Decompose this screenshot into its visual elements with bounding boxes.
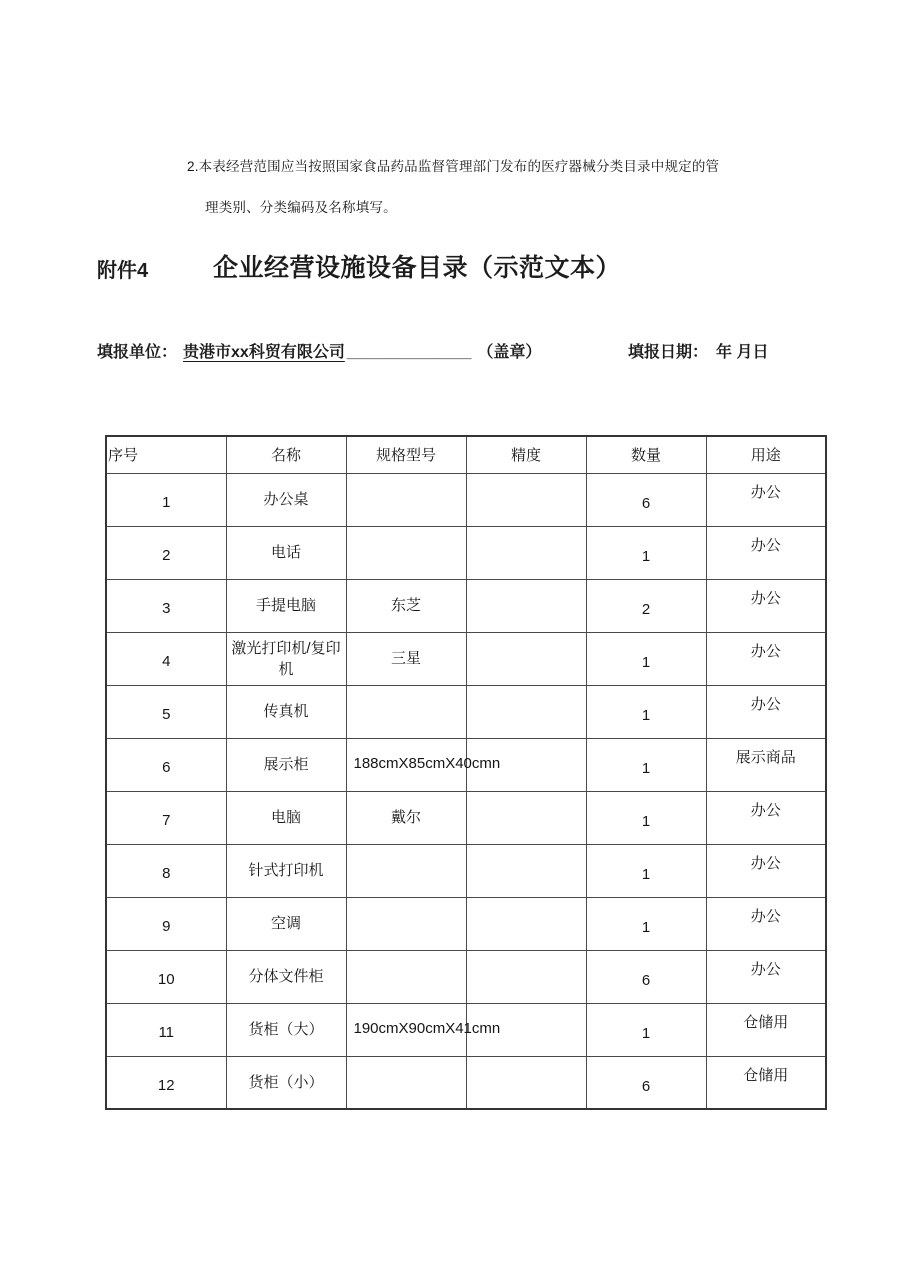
cell-serial bbox=[106, 526, 226, 579]
cell-spec bbox=[346, 738, 501, 791]
cell-text: 电脑 bbox=[270, 809, 301, 826]
cell-text: 展示商品 bbox=[735, 749, 796, 766]
cell-name bbox=[226, 950, 346, 1003]
cell-text: 办公 bbox=[750, 643, 781, 660]
cell-text: 办公桌 bbox=[263, 491, 309, 508]
cell-quantity bbox=[586, 473, 706, 526]
cell-name bbox=[226, 844, 346, 897]
cell-text: 2 bbox=[162, 547, 171, 564]
cell-usage bbox=[706, 1003, 826, 1056]
cell-text: 电话 bbox=[270, 544, 301, 561]
cell-usage bbox=[706, 738, 826, 791]
cell-precision bbox=[466, 791, 586, 844]
date-value: 年 月日 bbox=[716, 344, 769, 361]
cell-quantity bbox=[586, 1056, 706, 1109]
cell-serial bbox=[106, 685, 226, 738]
cell-serial bbox=[106, 1003, 226, 1056]
cell-precision bbox=[466, 897, 586, 950]
table-row bbox=[106, 844, 826, 897]
table-row bbox=[106, 1003, 826, 1056]
cell-text: 4 bbox=[162, 653, 171, 670]
cell-text: 1 bbox=[641, 548, 651, 565]
cell-usage bbox=[706, 1056, 826, 1109]
cell-name bbox=[226, 473, 346, 526]
cell-spec bbox=[346, 897, 466, 950]
date-label: 填报日期： bbox=[628, 344, 709, 361]
cell-text: 6 bbox=[641, 495, 651, 512]
cell-precision bbox=[466, 950, 586, 1003]
cell-quantity bbox=[586, 738, 706, 791]
cell-name bbox=[226, 1056, 346, 1109]
cell-spec bbox=[346, 950, 466, 1003]
seal-label: （盖章） bbox=[477, 344, 542, 361]
cell-usage bbox=[706, 473, 826, 526]
cell-quantity bbox=[586, 950, 706, 1003]
cell-serial bbox=[106, 473, 226, 526]
cell-name bbox=[226, 1003, 346, 1056]
table-row bbox=[106, 473, 826, 526]
cell-text: 三星 bbox=[390, 650, 421, 667]
cell-spec bbox=[346, 632, 466, 685]
header-row bbox=[106, 436, 826, 473]
cell-spec bbox=[346, 791, 466, 844]
reporting-unit-group bbox=[97, 339, 541, 362]
cell-name bbox=[226, 632, 346, 685]
cell-text: 190cmX90cmX41cmn bbox=[353, 1020, 501, 1037]
cell-name bbox=[226, 738, 346, 791]
report-date-group bbox=[628, 339, 768, 362]
cell-text: 传真机 bbox=[263, 703, 309, 720]
cell-precision bbox=[466, 632, 586, 685]
cell-spec bbox=[346, 1056, 466, 1109]
cell-spec bbox=[346, 473, 466, 526]
cell-quantity bbox=[586, 897, 706, 950]
cell-name bbox=[226, 791, 346, 844]
cell-text: 1 bbox=[162, 494, 171, 511]
table-body bbox=[106, 473, 826, 1109]
cell-quantity bbox=[586, 579, 706, 632]
cell-usage bbox=[706, 526, 826, 579]
cell-usage bbox=[706, 897, 826, 950]
cell-quantity bbox=[586, 1003, 706, 1056]
cell-serial bbox=[106, 844, 226, 897]
cell-serial bbox=[106, 897, 226, 950]
cell-serial bbox=[106, 1056, 226, 1109]
cell-text: 1 bbox=[641, 813, 651, 830]
table-row bbox=[106, 738, 826, 791]
cell-text: 办公 bbox=[750, 855, 781, 872]
column-header-serial: 序号 bbox=[106, 436, 226, 473]
attachment-label: 附件4 bbox=[97, 260, 149, 282]
cell-precision bbox=[466, 1056, 586, 1109]
cell-serial bbox=[106, 950, 226, 1003]
cell-text: 1 bbox=[641, 919, 651, 936]
table-row bbox=[106, 632, 826, 685]
cell-spec bbox=[346, 685, 466, 738]
cell-serial bbox=[106, 738, 226, 791]
cell-text: 8 bbox=[162, 865, 171, 882]
blank-underline: ______________ bbox=[346, 344, 472, 361]
cell-spec bbox=[346, 1003, 501, 1056]
cell-name bbox=[226, 685, 346, 738]
cell-spec bbox=[346, 579, 466, 632]
cell-text: 1 bbox=[641, 707, 651, 724]
cell-text: 1 bbox=[641, 866, 651, 883]
cell-usage bbox=[706, 950, 826, 1003]
cell-text: 手提电脑 bbox=[255, 597, 316, 614]
cell-text: 6 bbox=[162, 759, 171, 776]
cell-serial bbox=[106, 791, 226, 844]
table-row bbox=[106, 1056, 826, 1109]
cell-usage bbox=[706, 685, 826, 738]
cell-usage bbox=[706, 844, 826, 897]
cell-usage bbox=[706, 791, 826, 844]
cell-precision bbox=[466, 579, 586, 632]
cell-text: 东芝 bbox=[390, 597, 421, 614]
table-row bbox=[106, 579, 826, 632]
cell-name bbox=[226, 579, 346, 632]
cell-quantity bbox=[586, 526, 706, 579]
cell-text: 6 bbox=[641, 972, 651, 989]
cell-text: 办公 bbox=[750, 696, 781, 713]
cell-text: 7 bbox=[162, 812, 171, 829]
cell-name bbox=[226, 526, 346, 579]
table-row bbox=[106, 526, 826, 579]
cell-text: 戴尔 bbox=[390, 809, 421, 826]
cell-text: 展示柜 bbox=[263, 756, 309, 773]
cell-text: 办公 bbox=[750, 484, 781, 501]
table-row bbox=[106, 950, 826, 1003]
table-header bbox=[106, 436, 826, 473]
column-header-precision: 精度 bbox=[466, 436, 586, 473]
cell-spec bbox=[346, 526, 466, 579]
equipment-table bbox=[105, 435, 827, 1110]
column-header-usage: 用途 bbox=[706, 436, 826, 473]
cell-spec bbox=[346, 844, 466, 897]
cell-text: 12 bbox=[157, 1076, 175, 1094]
cell-precision bbox=[466, 685, 586, 738]
cell-precision bbox=[466, 526, 586, 579]
cell-text: 办公 bbox=[750, 537, 781, 554]
cell-text: 3 bbox=[162, 600, 171, 617]
cell-text: 11 bbox=[158, 1024, 175, 1041]
cell-quantity bbox=[586, 632, 706, 685]
cell-text: 10 bbox=[157, 971, 175, 988]
cell-text: 1 bbox=[641, 1025, 651, 1042]
cell-serial bbox=[106, 632, 226, 685]
form-meta-row bbox=[0, 339, 920, 365]
cell-quantity bbox=[586, 685, 706, 738]
table-row bbox=[106, 897, 826, 950]
cell-text: 仓储用 bbox=[743, 1066, 789, 1084]
cell-name bbox=[226, 897, 346, 950]
cell-text: 针式打印机 bbox=[248, 862, 324, 879]
cell-text: 6 bbox=[641, 1077, 651, 1095]
cell-text: 2 bbox=[641, 601, 651, 618]
cell-serial bbox=[106, 579, 226, 632]
cell-text: 办公 bbox=[750, 590, 781, 607]
unit-value: 贵港市xx科贸有限公司 bbox=[183, 344, 345, 361]
cell-quantity bbox=[586, 791, 706, 844]
table-row bbox=[106, 685, 826, 738]
cell-quantity bbox=[586, 844, 706, 897]
cell-text: 空调 bbox=[270, 915, 301, 932]
unit-label: 填报单位： bbox=[97, 344, 178, 361]
page-title: 企业经营设施设备目录（示范文本） bbox=[213, 254, 622, 282]
cell-text: 办公 bbox=[750, 802, 781, 819]
note-line-2: 理类别、分类编码及名称填写。 bbox=[205, 200, 397, 215]
cell-text: 货柜（小） bbox=[248, 1073, 324, 1091]
column-header-spec: 规格型号 bbox=[346, 436, 466, 473]
cell-text: 5 bbox=[162, 706, 171, 723]
cell-text: 188cmX85cmX40cmn bbox=[353, 755, 501, 772]
cell-usage bbox=[706, 632, 826, 685]
note-line-1: 2.本表经营范围应当按照国家食品药品监督管理部门发布的医疗器械分类目录中规定的管 bbox=[187, 159, 720, 174]
cell-text: 办公 bbox=[750, 961, 781, 978]
column-header-quantity: 数量 bbox=[586, 436, 706, 473]
cell-text: 仓储用 bbox=[743, 1014, 789, 1031]
cell-text: 办公 bbox=[750, 908, 781, 925]
cell-precision bbox=[466, 473, 586, 526]
cell-text: 分体文件柜 bbox=[248, 968, 324, 985]
table-row bbox=[106, 791, 826, 844]
column-header-name: 名称 bbox=[226, 436, 346, 473]
cell-text: 9 bbox=[162, 918, 171, 935]
cell-usage bbox=[706, 579, 826, 632]
cell-text: 1 bbox=[641, 760, 651, 777]
cell-precision bbox=[466, 844, 586, 897]
cell-text: 货柜（大） bbox=[248, 1021, 324, 1038]
cell-text: 1 bbox=[641, 654, 651, 671]
cell-text: 激光打印机/复印机 bbox=[231, 639, 341, 678]
